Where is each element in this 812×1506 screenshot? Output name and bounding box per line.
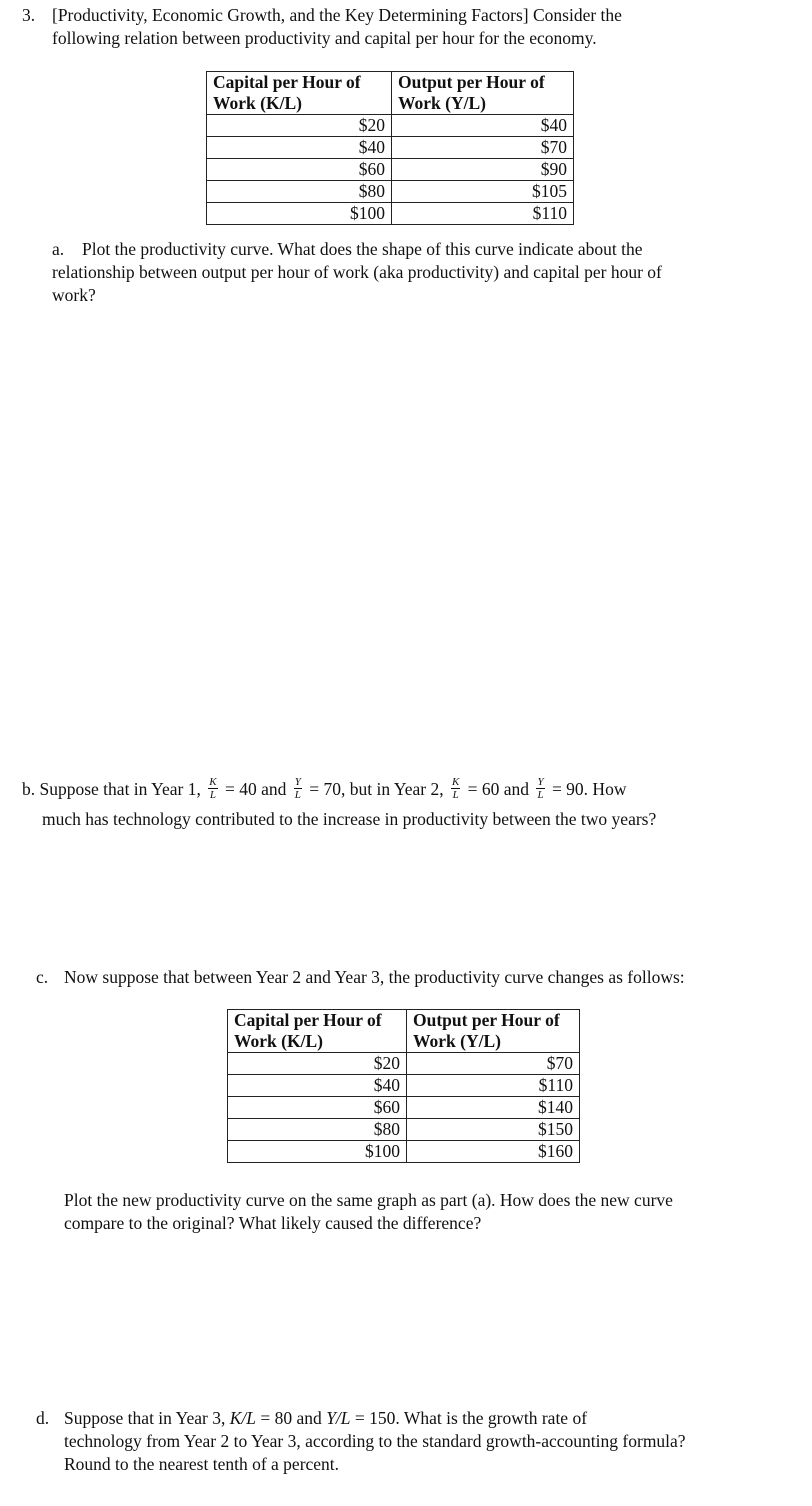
table-cell: $60 [228, 1097, 407, 1119]
math-y-over-l: Y/L [326, 1408, 351, 1428]
part-d-text: = 150. What is the growth rate of [350, 1408, 588, 1428]
part-a-line3: work? [52, 285, 96, 305]
part-b-line2: much has technology contributed to the increase in productivity between the two years? [42, 809, 657, 829]
header-line: Work (Y/L) [398, 93, 486, 113]
table-row [207, 159, 574, 181]
table-cell: $20 [228, 1053, 407, 1075]
part-a-line1: Plot the productivity curve. What does the shape of this curve indicate about the [82, 239, 643, 259]
header-line: Capital per Hour of [213, 72, 361, 92]
table-row [228, 1119, 580, 1141]
question-number: 3. [22, 5, 36, 25]
question-intro-line2: following relation between productivity and capital per hour for the economy. [52, 28, 597, 48]
part-b-text: = 70, but in Year 2, [304, 779, 448, 799]
table-cell: $140 [407, 1097, 580, 1119]
math-k-over-l: K/L [229, 1408, 257, 1428]
fraction-denominator: L [294, 789, 301, 802]
table-cell: $105 [392, 181, 574, 203]
fraction-k-over-l [208, 777, 217, 800]
part-c-after-line1: Plot the new productivity curve on the same graph as part (a). How does the new curve [64, 1190, 673, 1210]
table-row [228, 1053, 580, 1075]
part-b-text: = 40 and [220, 779, 291, 799]
header-line: Output per Hour of [413, 1010, 560, 1030]
part-d-text: Suppose that in Year 3, [64, 1408, 230, 1428]
part-a-line2: relationship between output per hour of work (aka productivity) and capital per hour of [52, 262, 662, 282]
table-header-cell [228, 1010, 407, 1053]
fraction-numerator: Y [537, 776, 544, 789]
header-line: Work (K/L) [213, 93, 302, 113]
part-b-text: = 90. How [547, 779, 627, 799]
table-cell: $110 [407, 1075, 580, 1097]
table-cell: $20 [207, 115, 392, 137]
table-cell: $100 [207, 203, 392, 225]
table-row [228, 1097, 580, 1119]
part-b-text: b. Suppose that in Year 1, [22, 779, 206, 799]
table-cell: $90 [392, 159, 574, 181]
table-row [207, 203, 574, 225]
table-cell: $100 [228, 1141, 407, 1163]
part-b-line1 [22, 778, 626, 802]
table-row [228, 1075, 580, 1097]
part-b-text: = 60 and [463, 779, 534, 799]
table-row [207, 115, 574, 137]
table-cell: $110 [392, 203, 574, 225]
fraction-y-over-l [536, 777, 544, 800]
fraction-denominator: L [209, 789, 216, 802]
part-c-after-line2: compare to the original? What likely caused the difference? [64, 1213, 482, 1233]
header-line: Work (K/L) [234, 1031, 323, 1051]
table-header-cell [407, 1010, 580, 1053]
table-row [228, 1141, 580, 1163]
header-line: Capital per Hour of [234, 1010, 382, 1030]
fraction-y-over-l [294, 777, 302, 800]
fraction-numerator: K [209, 776, 217, 789]
part-d-line3: Round to the nearest tenth of a percent. [64, 1454, 340, 1474]
table-cell: $70 [407, 1053, 580, 1075]
part-c-label: c. [36, 967, 49, 987]
part-d-line2: technology from Year 2 to Year 3, according to the standard growth-accounting formula? [64, 1431, 686, 1451]
table-cell: $40 [207, 137, 392, 159]
part-c-line1: Now suppose that between Year 2 and Year 3, the productivity curve changes as follows: [64, 967, 685, 987]
part-a-label: a. [52, 239, 65, 259]
part-d-line1 [64, 1407, 587, 1429]
table-header-row [228, 1010, 580, 1053]
table-cell: $80 [228, 1119, 407, 1141]
table-header-cell [207, 72, 392, 115]
productivity-table-2 [227, 1009, 580, 1163]
fraction-numerator: K [451, 776, 460, 789]
table-row [207, 181, 574, 203]
table-cell: $70 [392, 137, 574, 159]
table-cell: $40 [392, 115, 574, 137]
table-header-row [207, 72, 574, 115]
fraction-numerator: Y [294, 776, 301, 789]
table-header-cell [392, 72, 574, 115]
fraction-k-over-l [451, 777, 460, 800]
table-cell: $160 [407, 1141, 580, 1163]
part-d-label: d. [36, 1408, 50, 1428]
table-cell: $80 [207, 181, 392, 203]
header-line: Work (Y/L) [413, 1031, 501, 1051]
part-d-text: = 80 and [256, 1408, 327, 1428]
fraction-denominator: L [537, 789, 544, 802]
table-cell: $60 [207, 159, 392, 181]
fraction-denominator: L [452, 789, 459, 802]
productivity-table-1 [206, 71, 574, 225]
table-cell: $40 [228, 1075, 407, 1097]
header-line: Output per Hour of [398, 72, 545, 92]
table-cell: $150 [407, 1119, 580, 1141]
question-intro-line1: [Productivity, Economic Growth, and the Key Determining Factors] Consider the [52, 5, 622, 25]
table-row [207, 137, 574, 159]
